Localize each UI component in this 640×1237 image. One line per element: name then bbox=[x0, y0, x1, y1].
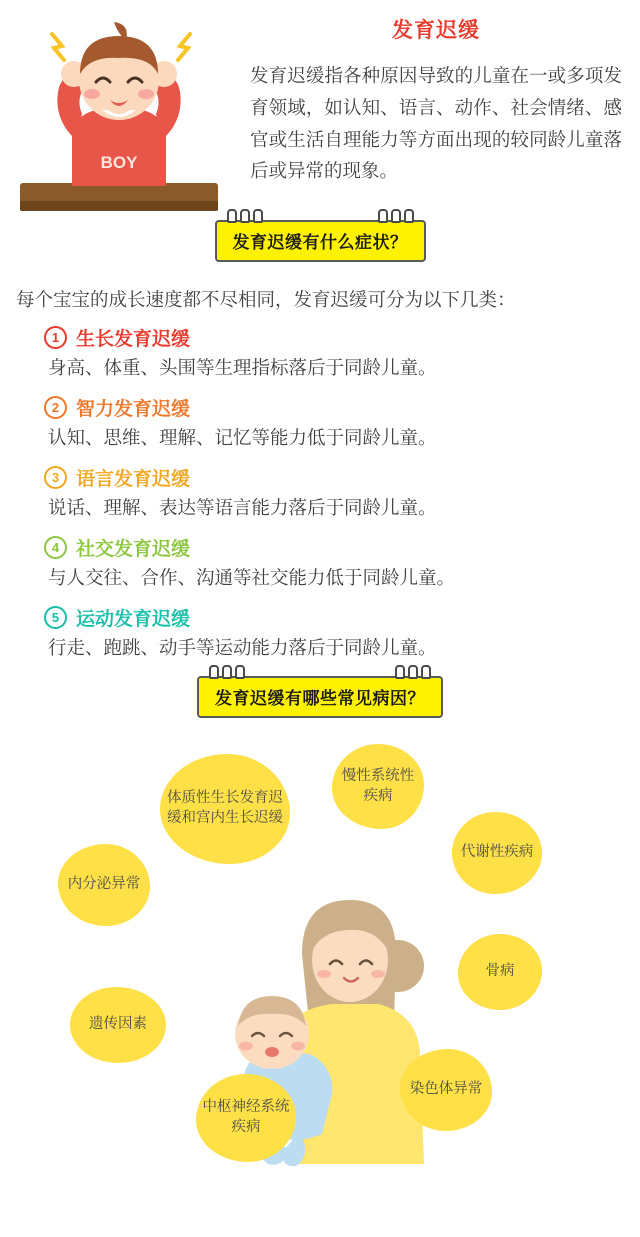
symptoms-banner bbox=[215, 220, 426, 262]
causes-banner-wrap bbox=[0, 676, 640, 718]
header-description: 发育迟缓指各种原因导致的儿童在一或多项发育领域，如认知、语言、动作、社会情绪、感官或生活自理能力等方面出现的较同龄儿童落后或异常的现象。 bbox=[250, 65, 622, 182]
symptom-title: 运动发育迟缓 bbox=[76, 609, 191, 630]
stress-mark-left bbox=[52, 34, 64, 60]
symptom-description: 认知、思维、理解、记忆等能力低于同龄儿童。 bbox=[48, 427, 437, 448]
symptom-title: 生长发育迟缓 bbox=[76, 329, 191, 350]
number-badge-icon: 1 bbox=[44, 326, 67, 349]
symptom-heading bbox=[44, 464, 640, 491]
symptoms-banner-label: 发育迟缓有什么症状？ bbox=[232, 233, 408, 252]
baby-mouth bbox=[265, 1047, 279, 1057]
symptoms-intro: 每个宝宝的成长速度都不尽相同，发育迟缓可分为以下几类： bbox=[16, 289, 516, 310]
symptom-title: 智力发育迟缓 bbox=[76, 399, 191, 420]
baby-left-cheek bbox=[239, 1042, 253, 1051]
right-cheek bbox=[138, 89, 154, 99]
clip-icon bbox=[209, 665, 219, 679]
clip-icon bbox=[227, 209, 237, 223]
cause-blob: 中枢神经系统疾病 bbox=[196, 1074, 296, 1162]
number-badge-icon: 4 bbox=[44, 536, 67, 559]
clip-icon bbox=[378, 209, 388, 223]
symptom-heading bbox=[44, 394, 640, 421]
desk-shadow bbox=[20, 201, 218, 211]
clip-group-right bbox=[378, 209, 414, 223]
cause-blob: 遗传因素 bbox=[70, 987, 166, 1063]
symptom-description: 说话、理解、表达等语言能力落后于同龄儿童。 bbox=[48, 497, 437, 518]
symptom-heading bbox=[44, 534, 640, 561]
stress-mark-right bbox=[178, 34, 190, 60]
clip-group-left bbox=[227, 209, 263, 223]
cause-blob: 体质性生长发育迟缓和宫内生长迟缓 bbox=[160, 754, 290, 864]
clip-group-left bbox=[209, 665, 245, 679]
list-item bbox=[0, 464, 640, 520]
symptoms-banner-wrap bbox=[0, 220, 640, 262]
clip-icon bbox=[222, 665, 232, 679]
clip-icon bbox=[235, 665, 245, 679]
list-item bbox=[0, 604, 640, 660]
cause-blob: 染色体异常 bbox=[400, 1049, 492, 1131]
symptom-title: 语言发育迟缓 bbox=[76, 469, 191, 490]
number-badge-icon: 5 bbox=[44, 606, 67, 629]
left-cheek bbox=[84, 89, 100, 99]
clip-icon bbox=[395, 665, 405, 679]
list-item bbox=[0, 394, 640, 450]
cause-blob: 内分泌异常 bbox=[58, 844, 150, 926]
symptom-title: 社交发育迟缓 bbox=[76, 539, 191, 560]
list-item bbox=[0, 534, 640, 590]
number-badge-icon: 2 bbox=[44, 396, 67, 419]
mother-right-cheek bbox=[371, 970, 385, 978]
symptoms-list bbox=[0, 324, 640, 660]
clip-icon bbox=[240, 209, 250, 223]
clip-icon bbox=[253, 209, 263, 223]
cause-blob: 骨病 bbox=[458, 934, 542, 1010]
clip-icon bbox=[391, 209, 401, 223]
symptom-heading bbox=[44, 324, 640, 351]
header-text-block bbox=[250, 14, 622, 187]
symptom-heading bbox=[44, 604, 640, 631]
cause-blob: 代谢性疾病 bbox=[452, 812, 542, 894]
symptom-description: 身高、体重、头围等生理指标落后于同龄儿童。 bbox=[48, 357, 437, 378]
clip-group-right bbox=[395, 665, 431, 679]
shirt-shape bbox=[72, 110, 166, 186]
clip-icon bbox=[404, 209, 414, 223]
clip-icon bbox=[408, 665, 418, 679]
header-section bbox=[0, 0, 640, 220]
shirt-label: BOY bbox=[100, 153, 138, 172]
list-item bbox=[0, 324, 640, 380]
causes-banner bbox=[197, 676, 443, 718]
number-badge-icon: 3 bbox=[44, 466, 67, 489]
symptom-description: 行走、跑跳、动手等运动能力落后于同龄儿童。 bbox=[48, 637, 437, 658]
clip-icon bbox=[421, 665, 431, 679]
symptom-description: 与人交往、合作、沟通等社交能力低于同龄儿童。 bbox=[48, 567, 456, 588]
mother-left-cheek bbox=[317, 970, 331, 978]
cause-blob: 慢性系统性疾病 bbox=[332, 744, 424, 829]
boy-illustration bbox=[14, 8, 224, 216]
baby-right-cheek bbox=[291, 1042, 305, 1051]
page-title: 发育迟缓 bbox=[392, 19, 480, 42]
causes-banner-label: 发育迟缓有哪些常见病因？ bbox=[215, 689, 425, 708]
causes-section bbox=[0, 734, 640, 1194]
